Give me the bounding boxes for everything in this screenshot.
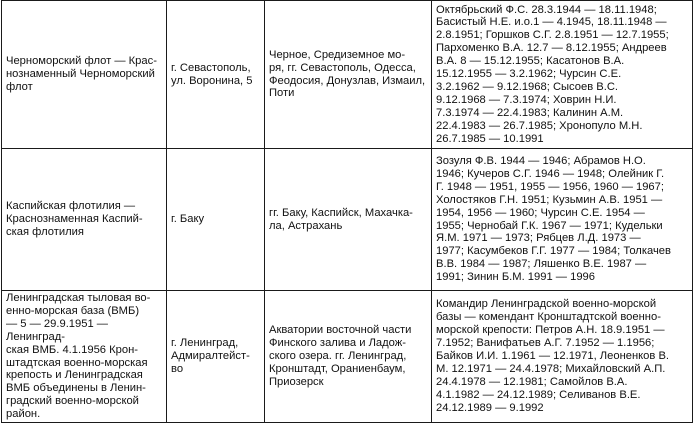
fleet-commanders-cell: Октябрьский Ф.С. 28.3.1944 — 18.11.1948; Басистый Н.Е. и.о.1 — 4.1945, 18.11.1948 — 2.8.1951; Горшков С.Г. 2.8.1951 — 12.7.1955; Пархоменко В.А. 12.7 — 8.12.1955; Андреев В.А. 8 — 15.12.1955; Касатонов В.А. 15.12.1955 — 3.2.1962; Чурсин С.Е. 3.2.1962 — 9.12.1968; Сысоев В.С. 9.12.1968 — 7.3.1974; Ховрин Н.И. 7.3.1974 — 22.4.1983; Калинин А.М. 22.4.1983 — 26.7.1985; Хронопуло М.Н. 26.7.1985 — 10.1991: [432, 1, 693, 149]
table-row: [2, 1, 693, 149]
fleet-basing-cell: Черное, Средиземное мо- ря, гг. Севастополь, Одесса, Феодосия, Донузлав, Измаил, Поти: [265, 1, 432, 149]
table-row: [2, 291, 693, 423]
fleet-commanders-cell: Зозуля Ф.В. 1944 — 1946; Абрамов Н.О. 1946; Кучеров С.Г. 1946 — 1948; Олейник Г. Г. 1948 — 1951, 1955 — 1956, 1960 — 1967; Холостяков Г.Н. 1951; Кузьмин А.В. 1951 — 1954, 1956 — 1960; Чурсин С.Е. 1954 — 1955; Чернобай Г.К. 1967 — 1971; Кудельки Я.М. 1971 — 1973; Рябцев Л.Д. 1973 — 1977; Касумбеков Г.Г. 1977 — 1984; Толкачев В.В. 1984 — 1987; Ляшенко В.Е. 1987 — 1991; Зинин Б.М. 1991 — 1996: [432, 149, 693, 291]
fleet-location-cell: г. Севастополь, ул. Воронина, 5: [167, 1, 265, 149]
fleet-location-cell: г. Ленинград, Адмиралтейст- во: [167, 291, 265, 423]
fleet-commanders-cell: Командир Ленинградской военно-морской базы — комендант Кронштадтской военно- морской крепости: Петров А.Н. 18.9.1951 — 7.1952; Ванифатьев А.Г. 7.1952 — 1.1956; Байков И.И. 1.1961 — 12.1971, Леоненков В. М. 12.1971 — 24.4.1978; Михайловский А.П. 24.4.1978 — 12.1981; Самойлов В.А. 4.1.1982 — 24.12.1989; Селиванов В.Е. 24.12.1989 — 9.1992: [432, 291, 693, 423]
fleet-basing-cell: гг. Баку, Каспийск, Махачка- ла, Астрахань: [265, 149, 432, 291]
table-row: [2, 149, 693, 291]
fleet-basing-cell: Акватории восточной части Финского залива и Ладож- ского озера. гг. Ленинград, Кронштадт, Ораниенбаум, Приозерск: [265, 291, 432, 423]
fleet-name-cell: Каспийская флотилия — Краснознаменная Каспий- ская флотилия: [2, 149, 167, 291]
fleet-location-cell: г. Баку: [167, 149, 265, 291]
fleet-name-cell: Ленинградская тыловая во- енно-морская база (ВМБ) — 5 — 29.9.1951 — Ленинград- ская ВМБ. 4.1.1956 Крон- штадтская военно-морская крепость и Ленинградская ВМБ объединены в Ленин- градский военно-морской район.: [2, 291, 167, 423]
fleet-table: [1, 0, 693, 423]
fleet-name-cell: Черноморский флот — Крас- нознаменный Черноморский флот: [2, 1, 167, 149]
